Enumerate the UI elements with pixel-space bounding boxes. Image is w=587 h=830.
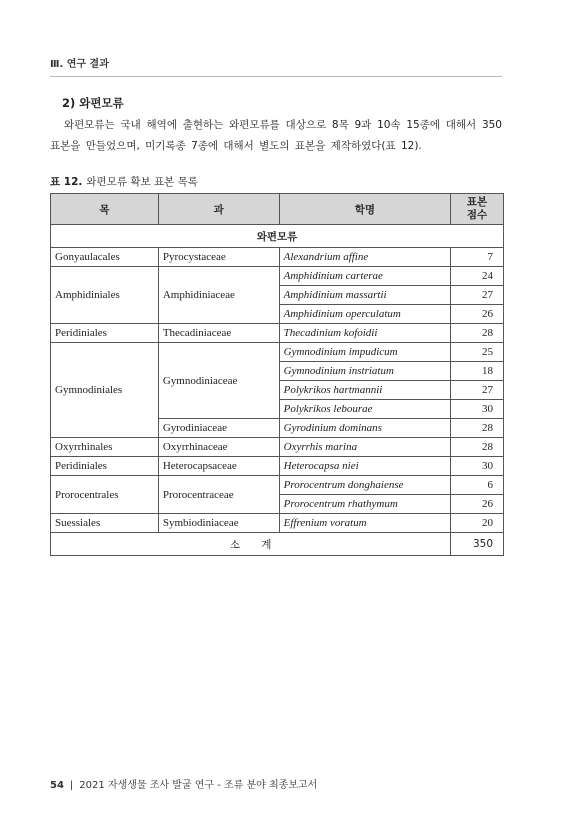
species-cell: Heterocapsa niei (279, 457, 450, 476)
family-cell: Heterocapsaceae (158, 457, 279, 476)
family-cell: Symbiodiniaceae (158, 514, 279, 533)
species-cell: Polykrikos lebourae (279, 400, 450, 419)
table-caption-label: 표 12. (50, 176, 83, 188)
total-row (51, 533, 504, 556)
count-cell: 28 (451, 324, 504, 343)
group-row (51, 225, 504, 248)
total-label: 소 계 (51, 533, 451, 556)
family-cell: Amphidiniaceae (158, 267, 279, 324)
header-family: 과 (158, 194, 279, 225)
species-cell: Alexandrium affine (279, 248, 450, 267)
species-cell: Thecadinium kofoidii (279, 324, 450, 343)
species-cell: Effrenium voratum (279, 514, 450, 533)
count-cell: 7 (451, 248, 504, 267)
specimen-table (50, 193, 504, 556)
table-row (51, 457, 504, 476)
count-cell: 25 (451, 343, 504, 362)
table-row (51, 324, 504, 343)
header-order: 목 (51, 194, 159, 225)
table-row (51, 343, 504, 362)
count-cell: 26 (451, 305, 504, 324)
family-cell: Thecadiniaceae (158, 324, 279, 343)
family-cell: Pyrocystaceae (158, 248, 279, 267)
header-count: 표본 점수 (451, 194, 504, 225)
page-footer (50, 776, 317, 791)
family-cell: Prorocentraceae (158, 476, 279, 514)
order-cell: Gonyaulacales (51, 248, 159, 267)
species-cell: Prorocentrum donghaiense (279, 476, 450, 495)
order-cell: Oxyrrhinales (51, 438, 159, 457)
order-cell: Peridiniales (51, 457, 159, 476)
species-cell: Amphidinium operculatum (279, 305, 450, 324)
table-row (51, 267, 504, 286)
order-cell: Gymnodiniales (51, 343, 159, 438)
table-row (51, 438, 504, 457)
species-cell: Gymnodinium instriatum (279, 362, 450, 381)
table-row (51, 476, 504, 495)
group-label: 와편모류 (51, 225, 504, 248)
species-cell: Amphidinium carterae (279, 267, 450, 286)
body-paragraph: 와편모류는 국내 해역에 출현하는 와편모류를 대상으로 8목 9과 10속 15종에 대해서 350표본을 만들었으며, 미기록종 7종에 대해서 별도의 표본을 제작하였다(표 12). (50, 119, 502, 152)
page-number: 54 (50, 780, 64, 791)
table-row (51, 248, 504, 267)
table-caption (50, 174, 198, 189)
order-cell: Prorocentrales (51, 476, 159, 514)
count-cell: 26 (451, 495, 504, 514)
count-cell: 20 (451, 514, 504, 533)
count-cell: 6 (451, 476, 504, 495)
count-cell: 24 (451, 267, 504, 286)
header-divider (50, 76, 502, 77)
count-cell: 28 (451, 438, 504, 457)
count-cell: 28 (451, 419, 504, 438)
section-heading: 2) 와편모류 (62, 96, 124, 110)
order-cell: Amphidiniales (51, 267, 159, 324)
count-cell: 30 (451, 457, 504, 476)
footer-separator: | (69, 780, 74, 791)
count-cell: 27 (451, 286, 504, 305)
table-caption-text: 와편모류 확보 표본 목록 (86, 176, 198, 188)
count-cell: 18 (451, 362, 504, 381)
species-cell: Polykrikos hartmannii (279, 381, 450, 400)
species-cell: Oxyrrhis marina (279, 438, 450, 457)
species-cell: Amphidinium massartii (279, 286, 450, 305)
order-cell: Peridiniales (51, 324, 159, 343)
table-row (51, 514, 504, 533)
running-title: Ⅲ. 연구 결과 (50, 59, 109, 70)
family-cell: Oxyrrhinaceae (158, 438, 279, 457)
table-header-row (51, 194, 504, 225)
count-cell: 27 (451, 381, 504, 400)
species-cell: Gyrodinium dominans (279, 419, 450, 438)
total-value: 350 (451, 533, 504, 556)
order-cell: Suessiales (51, 514, 159, 533)
family-cell: Gymnodiniaceae (158, 343, 279, 419)
footer-doc-title: 2021 자생생물 조사 발굴 연구 - 조류 분야 최종보고서 (79, 780, 318, 791)
count-cell: 30 (451, 400, 504, 419)
header-species: 학명 (279, 194, 450, 225)
family-cell: Gyrodiniaceae (158, 419, 279, 438)
species-cell: Gymnodinium impudicum (279, 343, 450, 362)
species-cell: Prorocentrum rhathymum (279, 495, 450, 514)
